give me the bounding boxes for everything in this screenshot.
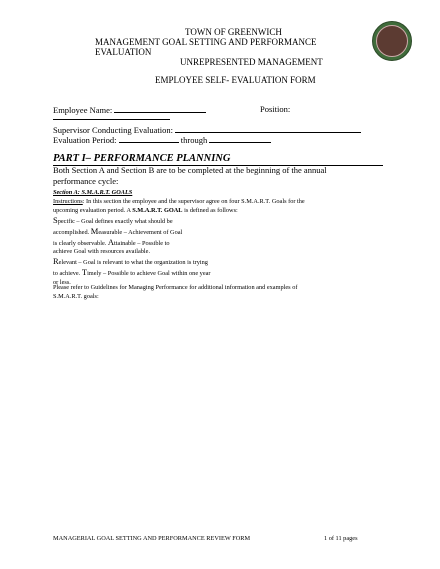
town-seal-logo (372, 21, 412, 61)
employee-name-field[interactable] (53, 104, 206, 115)
smart-definitions (53, 216, 253, 288)
period-start-line[interactable] (119, 134, 179, 143)
attainable-letter: A (107, 236, 115, 247)
form-title: EMPLOYEE SELF- EVALUATION FORM (155, 75, 316, 85)
guidelines-line1: Please refer to Guidelines for Managing Performance for additional information and examples of (53, 284, 298, 291)
document-title-line1: MANAGEMENT GOAL SETTING AND PERFORMANCE (95, 37, 317, 47)
instructions-line2b: is defined as follows: (182, 206, 238, 214)
timely-pre-text: to achieve. (53, 269, 82, 277)
name-underline (53, 119, 170, 120)
specific-text-2: accomplished. (53, 228, 91, 236)
relevant-letter: R (53, 256, 59, 267)
instructions-line2a: upcoming evaluation period. A (53, 206, 133, 214)
part1-intro-line1: Both Section A and Section B are to be completed at the beginning of the annual (53, 165, 327, 175)
document-subtitle: UNREPRESENTED MANAGEMENT (180, 57, 323, 67)
relevant-text: elevant – Goal is relevant to what the organization is trying (58, 259, 208, 267)
part1-intro-line2: performance cycle: (53, 176, 119, 186)
instructions-line1: : In this section the employee and the supervisor agree on four S.M.A.R.T. Goals for the (82, 198, 305, 205)
instructions-label: Instructions (53, 198, 83, 205)
attainable-text: ttainable – Possible to (114, 239, 170, 247)
section-a-instructions (53, 198, 373, 216)
evaluation-period-field[interactable] (53, 134, 271, 145)
supervisor-line[interactable] (175, 124, 361, 133)
specific-text: pecific – Goal defines exactly what should be (57, 218, 173, 225)
specific-letter: S (53, 215, 58, 225)
measurable-text: easurable – Achievement of Goal (98, 228, 183, 236)
part1-heading: PART I– PERFORMANCE PLANNING (53, 153, 231, 164)
attainable-text-2: achieve Goal with resources available. (53, 248, 151, 256)
section-a-heading: Section A: S.M.A.R.T. GOALS (53, 189, 133, 196)
observable-text: is clearly observable. (53, 239, 108, 247)
guidelines-reference (53, 284, 383, 302)
timely-letter: T (81, 266, 88, 277)
town-name: TOWN OF GREENWICH (185, 27, 282, 37)
footer-form-name: MANAGERIAL GOAL SETTING AND PERFORMANCE REVIEW FORM (53, 535, 251, 542)
measurable-letter: M (90, 225, 99, 236)
timely-text: imely – Possible to achieve Goal within one year (87, 269, 211, 277)
evaluation-period-label: Evaluation Period: (53, 135, 117, 145)
position-label: Position: (260, 104, 291, 114)
smart-goal-term: S.M.A.R.T. GOAL (132, 206, 183, 214)
document-title-line2: EVALUATION (95, 47, 152, 57)
timely-text-2: or less. (53, 278, 71, 286)
guidelines-line2: S.M.A.R.T. goals: (53, 292, 99, 300)
position-field[interactable] (260, 104, 290, 114)
through-label: through (180, 135, 208, 145)
footer-page-info: 1 of 11 pages (324, 535, 358, 542)
supervisor-label: Supervisor Conducting Evaluation: (53, 125, 173, 135)
employee-name-line[interactable] (114, 104, 206, 113)
period-end-line[interactable] (209, 134, 271, 143)
employee-name-label: Employee Name: (53, 105, 113, 115)
